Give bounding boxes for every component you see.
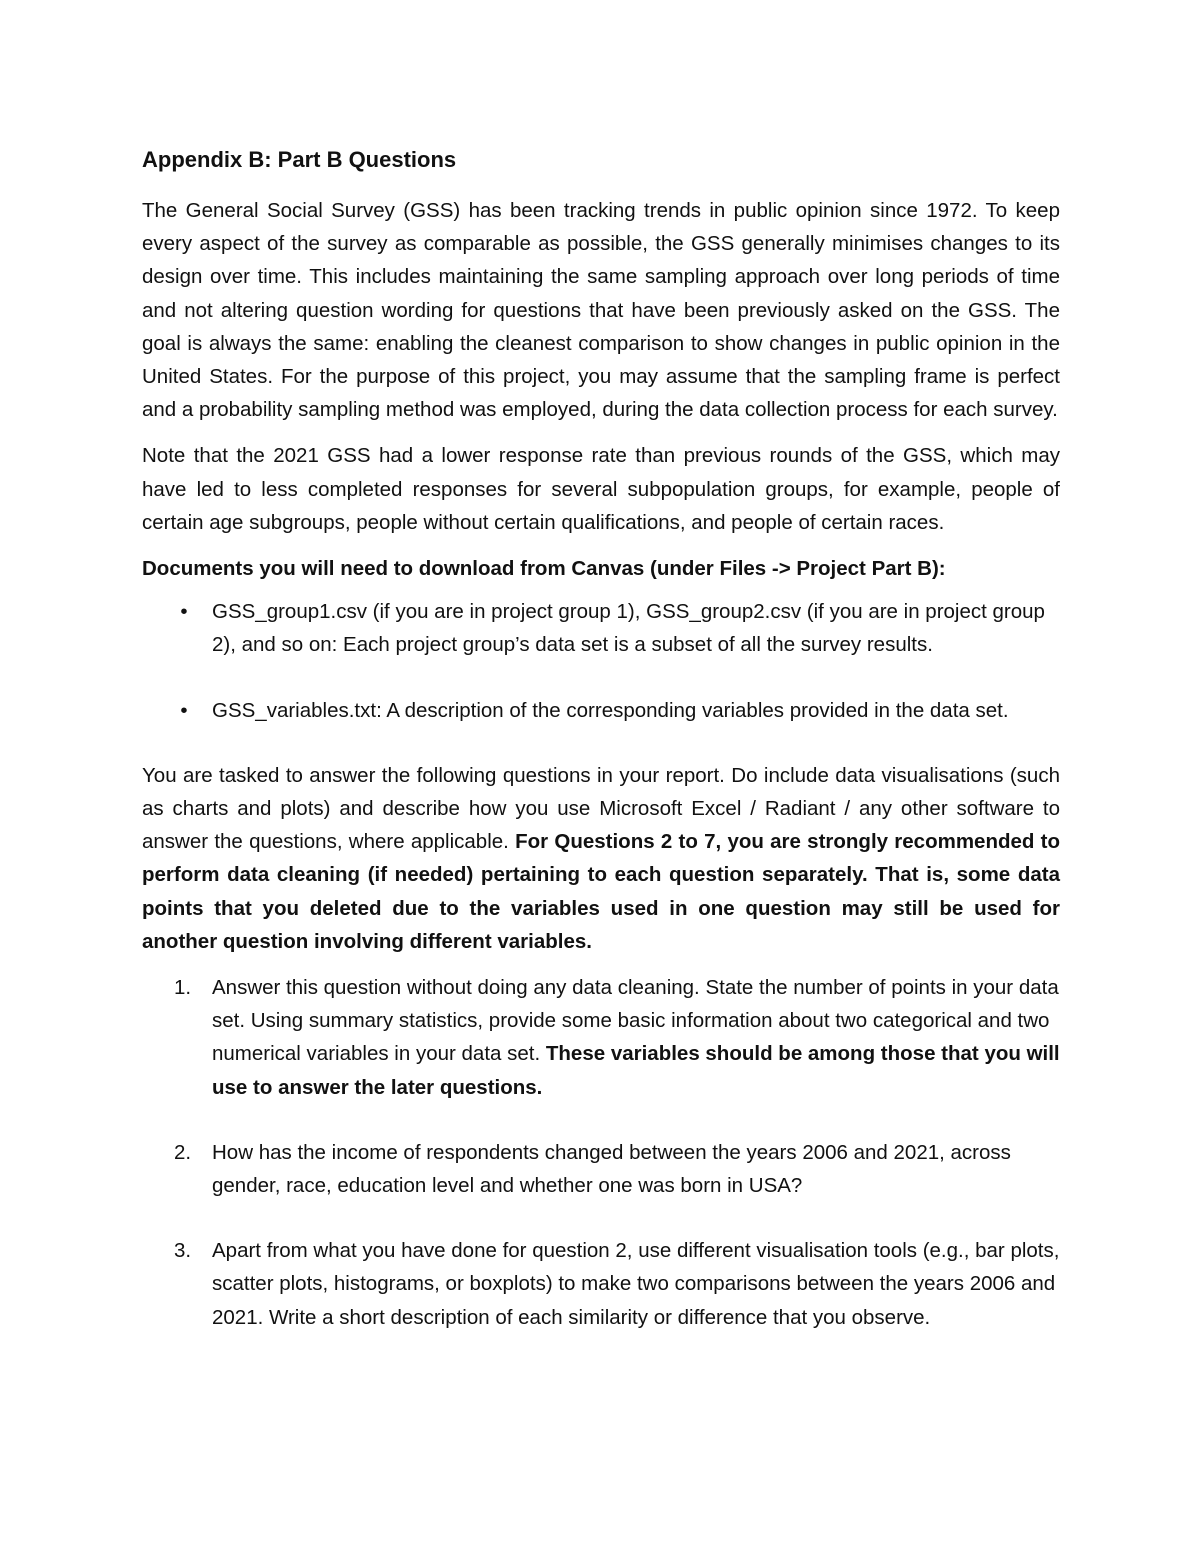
question-bold-text: These variables should be among those that you will use to answer the later questions. [212,1042,1060,1099]
intro-paragraph: The General Social Survey (GSS) has been tracking trends in public opinion since 1972. To keep every aspect of the survey as comparable as possible, the GSS generally minimises changes to its design over time. This includes maintaining the same sampling approach over long periods of time and not altering question wording for questions that have been previously asked on the GSS. The goal is always the same: enabling the cleanest comparison to show changes in public opinion in the United States. For the purpose of this project, you may assume that the sampling frame is perfect and a probability sampling method was employed, during the data collection process for each survey. [142,199,1060,422]
task-bold-text: For Questions 2 to 7, you are strongly recommended to perform data cleaning (if needed) pertaining to each question separately. That is, some data points that you deleted due to the variables used in one question may still be used for another question involving different variables. [142,830,1061,953]
list-item [142,595,1060,661]
list-item-text: GSS_group1.csv (if you are in project group 1), GSS_group2.csv (if you are in project group 2), and so on: Each project group’s data set is a subset of all the survey results. [212,600,1045,657]
document-page [142,140,1060,1366]
question-text: Answer this question without doing any data cleaning. State the number of points in your data set. Using summary statistics, provide some basic information about two categorical and two numerical variables in your data set. [212,976,1059,1066]
bullet-icon: • [180,600,188,624]
question-item [142,1136,1060,1202]
question-text: Apart from what you have done for question 2, use different visualisation tools (e.g., bar plots, scatter plots, histograms, or boxplots) to make two comparisons between the years 2006 and 2021. Write a short description of each similarity or difference that you observe. [212,1239,1060,1329]
task-text: You are tasked to answer the following questions in your report. Do include data visualisations (such as charts and plots) and describe how you use Microsoft Excel / Radiant / any other software to answer the questions, where applicable. [142,763,1060,854]
list-item-text: GSS_variables.txt: A description of the corresponding variables provided in the data set. [212,698,1009,722]
note-paragraph: Note that the 2021 GSS had a lower response rate than previous rounds of the GSS, which may have led to less completed responses for several subpopulation groups, for example, people of certain age subgroups, people without certain qualifications, and people of certain races. [142,444,1060,534]
bullet-icon: • [180,698,188,722]
question-text: How has the income of respondents changed between the years 2006 and 2021, across gender, race, education level and whether one was born in USA? [212,1140,1011,1198]
page-title: Appendix B: Part B Questions [142,147,457,172]
task-paragraph [142,759,1060,958]
documents-heading: Documents you will need to download from Canvas (under Files -> Project Part B): [142,557,946,581]
documents-list [142,595,1060,727]
question-item [142,971,1060,1104]
list-item [142,694,1060,727]
question-number: 2. [174,1140,192,1164]
question-number: 1. [174,976,192,1000]
questions-list [142,971,1060,1334]
question-item [142,1234,1060,1334]
question-number: 3. [174,1239,192,1263]
